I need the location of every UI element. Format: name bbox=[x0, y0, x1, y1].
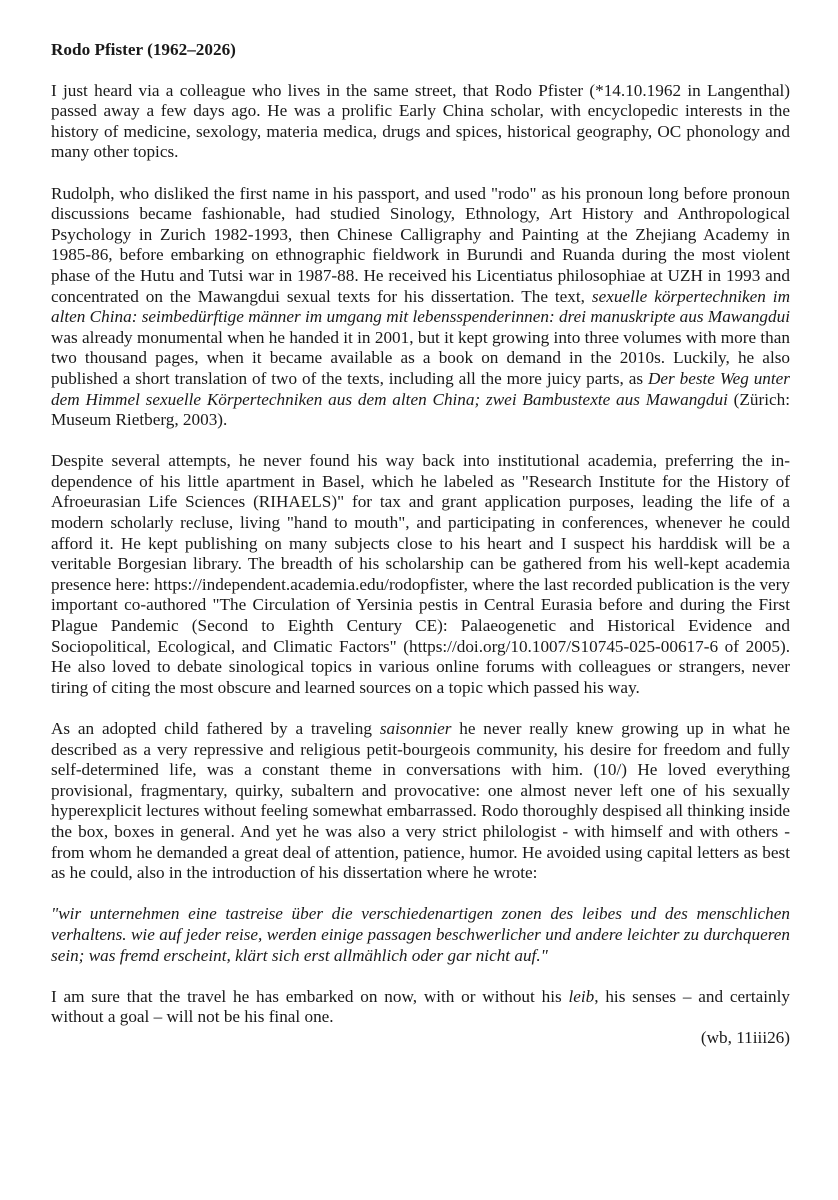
translation-title: Der beste Weg unter dem Himmel sexuelle Körpertechniken aus dem alten China; zwei Bambustexte aus Mawangdui bbox=[51, 368, 790, 409]
paragraph-career: Despite several attempts, he never found his way back into institutional academia, preferring the independence of his little apartment in Basel, which he labeled as "Research Institute for the History of Afroeurasian Life Sciences (RIHAELS)" for tax and grant application purposes, leading the life of a modern scholarly recluse, living "hand to mouth", and participating in conferences, whenever he could afford it. He kept publishing on many subjects close to his heart and I suspect his harddisk will be a veritable Borgesian library. The breadth of his scholarship can be gathered from his well-kept academia presence here: https://independent.academia.edu/rodopfister, where the last recorded publication is the very important co-authored "The Circulation of Yersinia pestis in Central Eurasia before and during the First Plague Pandemic (Second to Eighth Century CE): Palaeogenetic and Historical Evidence and Sociopolitical, Ecological, and Climatic Factors" (https://doi.org/10.1007/S10745-025-00617-6 of 2005). He also loved to debate sinological topics in various online forums with colleagues or strangers, never tiring of citing the most obscure and learned sources on a topic which passed his way. bbox=[51, 451, 790, 697]
obituary-title: Rodo Pfister (1962–2026) bbox=[51, 40, 236, 59]
character-text-2: he never really knew growing up in what he described as a very repressive and religious petit-bourgeois community, his desire for freedom and fully self-determined life, was a constant theme in conversations with him. (10/) He loved everything provisional, fragmentary, quirky, subaltern and provocative: one almost never left one of his sexually hyperexplicit lectures without feeling somewhat embarrassed. Rodo thoroughly despised all thinking inside the box, boxes in general. And yet he was also a very strict philologist - with himself and with others - from whom he demanded a great deal of attention, patience, humor. He avoided using capital letters as best as he could, also in the introduction of his dissertation where he wrote: bbox=[51, 719, 790, 883]
saisonnier-term: saisonnier bbox=[379, 719, 452, 738]
biography-text-2: was already monumental when he handed it in 2001, but it kept growing into three volumes with more than two thousand pages, when it became available as a book on demand in the 2010s. Luckily, he also published a short translation of two of the texts, including all the more juicy parts, as bbox=[51, 307, 799, 388]
closing-text-2: , his senses – and certainly without a goal – will not be his final one. bbox=[51, 986, 790, 1027]
author-signature: (wb, 11iii26) bbox=[700, 1027, 790, 1047]
paragraph-character bbox=[51, 719, 790, 884]
dissertation-title: sexuelle körpertechniken im alten China: seimbedürftige männer im umgang mit lebensspenderinnen: drei manuskripte aus Mawangdui bbox=[51, 286, 790, 327]
biography-text-3: (Zürich: Museum Rietberg, 2003). bbox=[51, 389, 790, 430]
dissertation-quote: "wir unternehmen eine tastreise über die verschiedenartigen zonen des leibes und des menschlichen verhaltens. wie auf jeder reise, werden einige passagen beschwerlicher und andere leichter zu durchqueren sein; was fremd erscheint, klärt sich erst allmählich oder gar nicht auf." bbox=[51, 904, 790, 965]
leib-term: leib bbox=[568, 986, 595, 1006]
paragraph-biography bbox=[51, 183, 799, 431]
paragraph-closing bbox=[51, 987, 790, 1028]
character-text-1: As an adopted child fathered by a traveling bbox=[51, 719, 380, 738]
closing-text-1: I am sure that the travel he has embarked on now, with or without his bbox=[51, 986, 569, 1006]
paragraph-intro: I just heard via a colleague who lives in the same street, that Rodo Pfister (*14.10.1962 in Langenthal) passed away a few days ago. He was a prolific Early China scholar, with encyclopedic interests in the history of medicine, sexology, materia medica, drugs and spices, historical geography, OC phonology and many other topics. bbox=[51, 80, 790, 162]
biography-text-1: Rudolph, who disliked the first name in his passport, and used "rodo" as his pronoun long before pronoun discussions became fashionable, had studied Sinology, Ethnology, Art History and Anthropological Psychology in Zurich 1982-1993, then Chinese Calligraphy and Painting at the Zhejiang Academy in 1985-86, before embarking on ethnographic fieldwork in Burundi and Ruanda during the most violent phase of the Hutu and Tutsi war in 1987-88. He received his Licentiatus philosophiae at UZH in 1993 and concentrated on the Mawangdui sexual texts for his dissertation. The text, bbox=[51, 183, 790, 306]
